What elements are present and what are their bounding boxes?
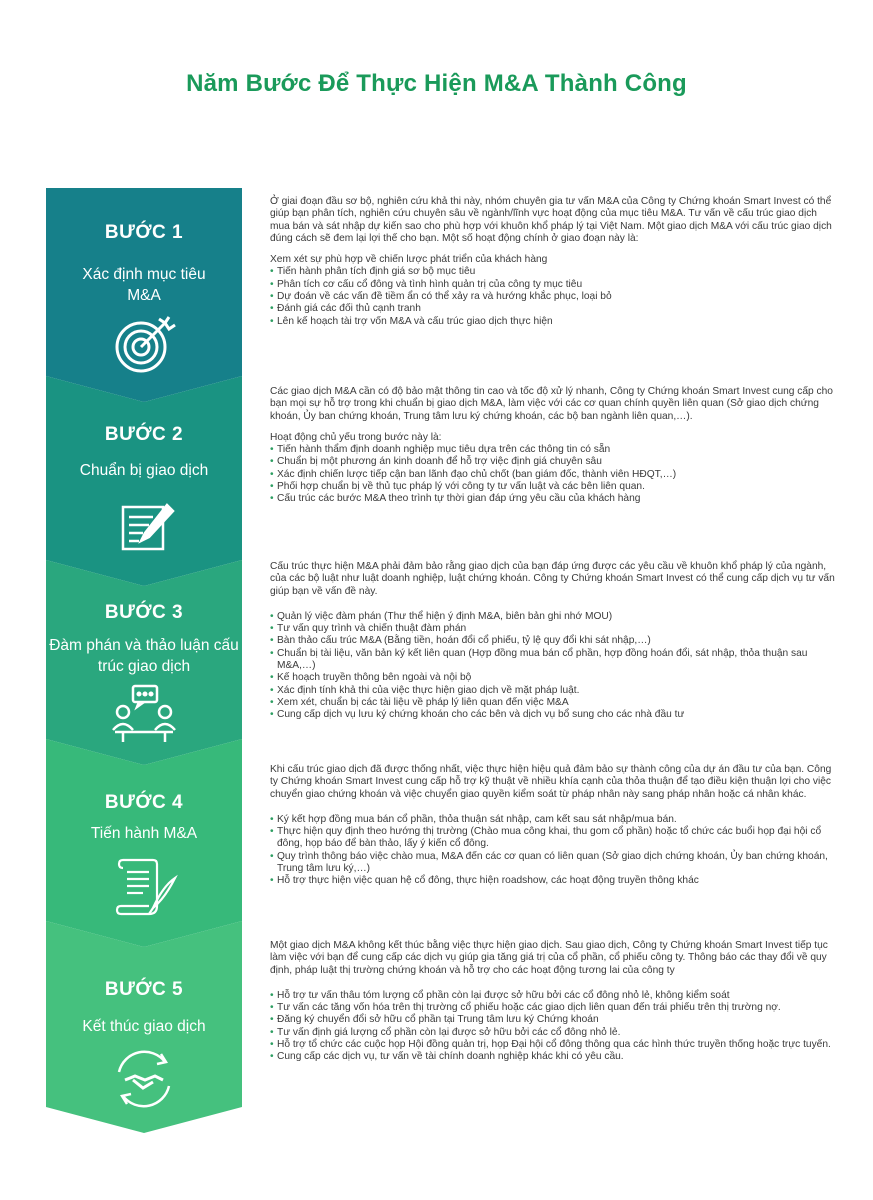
target-icon [109, 313, 179, 375]
list-item: • Phối hợp chuẩn bị về thủ tục pháp lý với công ty tư vấn luật và các bên liên quan. [270, 481, 838, 493]
step-1-heading: BƯỚC 1 [104, 222, 184, 243]
step-1-content [270, 196, 838, 328]
list-item: • Chuẩn bị một phương án kinh doanh để hỗ trợ việc định giá chuyên sâu [270, 456, 838, 468]
list-item: • Hỗ trợ tư vấn thâu tóm lượng cổ phần còn lại được sở hữu bởi các cổ đông nhỏ lẻ, không kiểm soát [270, 990, 838, 1002]
step-5-name: Kết thúc giao dịch [82, 1018, 206, 1035]
list-item: • Bàn thảo cấu trúc M&A (Bằng tiền, hoán đổi cổ phiếu, tỷ lệ quy đổi khi sát nhập,…) [270, 635, 838, 647]
step-5-intro: Một giao dịch M&A không kết thúc bằng việc thực hiện giao dịch. Sau giao dịch, Công ty Chứng khoán Smart Invest tiếp tục làm việc với bạn để cung cấp các dịch vụ giúp gia tăng giá trị của cổ phần, cổ phiếu công ty. Thông báo các thay đổi về quy định, pháp luật thị trường chứng khoán và hỗ trợ cho các hoạt động tương lai của công ty [270, 940, 828, 976]
step-3-intro: Cấu trúc thực hiện M&A phải đảm bảo rằng giao dịch của bạn đáp ứng được các yêu cầu về khuôn khổ pháp lý của ngành, của các bộ luật như luật doanh nghiệp, luật chứng khoán. Công ty Chứng khoán Smart Invest có thể cung cấp dịch vụ tư vấn giúp bạn về vấn đề này. [270, 561, 835, 597]
step-1-name: Xác định mục tiêu M&A [82, 266, 206, 304]
list-item: • Thực hiện quy định theo hướng thị trường (Chào mua công khai, thu gom cổ phần) hoặc tổ chức các buổi họp đại hội cổ đông, họp báo để bàn thảo, lấy ý kiến cổ đông. [270, 826, 838, 851]
list-item: • Hỗ trợ thực hiện việc quan hệ cổ đông, thực hiện roadshow, các hoạt động truyền thông khác [270, 875, 838, 887]
list-item: • Ký kết hợp đồng mua bán cổ phần, thỏa thuận sát nhập, cam kết sau sát nhập/mua bán. [270, 814, 838, 826]
list-item: • Dự đoán về các vấn đề tiềm ẩn có thể xảy ra và hướng khắc phục, loại bỏ [270, 291, 838, 303]
scroll-quill-icon [109, 856, 179, 918]
list-item: • Xác định chiến lược tiếp cận ban lãnh đạo chủ chốt (ban giám đốc, thành viên HĐQT,…) [270, 469, 838, 481]
document-edit-icon [109, 497, 179, 559]
list-item: • Phân tích cơ cấu cổ đông và tình hình quản trị của công ty mục tiêu [270, 279, 838, 291]
list-item: • Kế hoạch truyền thông bên ngoài và nội bộ [270, 672, 838, 684]
step-4-heading: BƯỚC 4 [104, 792, 184, 813]
list-item: • Đánh giá các đối thủ cạnh tranh [270, 303, 838, 315]
list-item: • Cung cấp các dịch vụ, tư vấn về tài chính doanh nghiệp khác khi có yêu cầu. [270, 1051, 838, 1063]
list-item: • Lên kế hoạch tài trợ vốn M&A và cấu trúc giao dịch thực hiện [270, 316, 838, 328]
list-item: • Tiến hành thẩm định doanh nghiệp mục tiêu dựa trên các thông tin có sẵn [270, 444, 838, 456]
step-2-intro: Các giao dịch M&A cần có độ bảo mật thông tin cao và tốc độ xử lý nhanh, Công ty Chứng khoán Smart Invest cung cấp cho bạn mọi sự hỗ trợ trong khi chuẩn bị giao dịch M&A, làm việc với các cơ quan chính quyền liên quan (Sở giao dịch chứng khoán, Ủy ban chứng khoán, Trung tâm lưu ký chứng khoán, các bộ ban ngành liên quan,…). [270, 386, 833, 422]
step-3-bullets [270, 611, 838, 722]
step-2-bullets [270, 444, 838, 505]
meeting-icon [109, 684, 179, 746]
step-4-intro: Khi cấu trúc giao dịch đã được thống nhất, việc thực hiện hiệu quả đảm bảo sự thành công của dự án đầu tư của bạn. Công ty Chứng khoán Smart Invest cung cấp hỗ trợ kỹ thuật về nhiều khía cạnh của thỏa thuận để tạo điều kiện thuận lợi cho việc chuyển giao chứng khoán và việc chuyển giao quyền kiểm soát từ pháp nhân này sang pháp nhân hoặc cá nhân khác. [270, 764, 832, 800]
step-4-content [270, 764, 838, 888]
list-item: • Xem xét, chuẩn bị các tài liệu về pháp lý liên quan đến việc M&A [270, 697, 838, 709]
step-3-name: Đàm phán và thảo luận cấu trúc giao dịch [49, 637, 239, 675]
step-1-intro: Ở giai đoạn đầu sơ bộ, nghiên cứu khả thi này, nhóm chuyên gia tư vấn M&A của Công ty Chứng khoán Smart Invest có thể giúp bạn phân tích, nghiên cứu chuyên sâu về ngành/lĩnh vực hoạt động của mục tiêu M&A. Tư vấn về cấu trúc giao dịch mua bán và sát nhập dự kiến sao cho phù hợp với khuôn khổ pháp lý tại Việt Nam. Một giao dịch M&A với cấu trúc giao dịch đúng cách sẽ đem lại lợi thế cho bạn. Một số hoạt động chính ở giao đoạn này là: [270, 196, 832, 244]
list-item: • Chuẩn bị tài liệu, văn bản ký kết liên quan (Hợp đồng mua bán cổ phần, hợp đồng hoán đổi, sát nhập, thỏa thuận sau M&A,…) [270, 648, 838, 673]
list-item: • Quản lý việc đàm phán (Thư thể hiện ý định M&A, biên bản ghi nhớ MOU) [270, 611, 838, 623]
handshake-icon [109, 1048, 179, 1110]
list-item: • Cung cấp dịch vụ lưu ký chứng khoán cho các bên và dịch vụ bổ sung cho các nhà đầu tư [270, 709, 838, 721]
list-item: • Tiến hành phân tích định giá sơ bộ mục tiêu [270, 266, 838, 278]
list-item: • Tư vấn định giá lượng cổ phần còn lại được sở hữu bởi các cổ đông nhỏ lẻ. [270, 1027, 838, 1039]
step-5-bullets [270, 990, 838, 1064]
step-5-heading: BƯỚC 5 [104, 979, 184, 1000]
page-title: Năm Bước Để Thực Hiện M&A Thành Công [186, 70, 687, 97]
step-2-name: Chuẩn bị giao dịch [79, 462, 209, 479]
step-4-name: Tiến hành M&A [90, 825, 198, 842]
list-item: • Hỗ trợ tổ chức các cuộc họp Hội đồng quản trị, họp Đại hội cổ đông thông qua các hình thức truyền thống hoặc trực tuyến. [270, 1039, 838, 1051]
list-item: • Quy trình thông báo việc chào mua, M&A đến các cơ quan có liên quan (Sở giao dịch chứng khoán, Ủy ban chứng khoán, Trung tâm lưu ký,…) [270, 851, 838, 876]
step-1-bullets [270, 266, 838, 327]
step-2-heading: BƯỚC 2 [104, 424, 184, 445]
list-item: • Tư vấn quy trình và chiến thuật đàm phán [270, 623, 838, 635]
step-4-bullets [270, 814, 838, 888]
step-1-lead: Xem xét sự phù hợp về chiến lược phát triển của khách hàng [270, 254, 548, 266]
step-2-content [270, 386, 838, 506]
step-5-content [270, 940, 838, 1064]
step-3-content [270, 561, 838, 722]
list-item: • Tư vấn các tăng vốn hóa trên thị trường cổ phiếu hoặc các giao dịch liên quan đến trái phiếu trên thị trường nợ. [270, 1002, 838, 1014]
steps-column [46, 0, 242, 1200]
list-item: • Cấu trúc các bước M&A theo trình tự thời gian đáp ứng yêu cầu của khách hàng [270, 493, 838, 505]
step-3-heading: BƯỚC 3 [104, 602, 184, 623]
list-item: • Đăng ký chuyển đổi sở hữu cổ phần tại Trung tâm lưu ký Chứng khoán [270, 1014, 838, 1026]
list-item: • Xác định tính khả thi của việc thực hiện giao dịch về mặt pháp luật. [270, 685, 838, 697]
step-2-lead: Hoạt động chủ yếu trong bước này là: [270, 431, 442, 443]
